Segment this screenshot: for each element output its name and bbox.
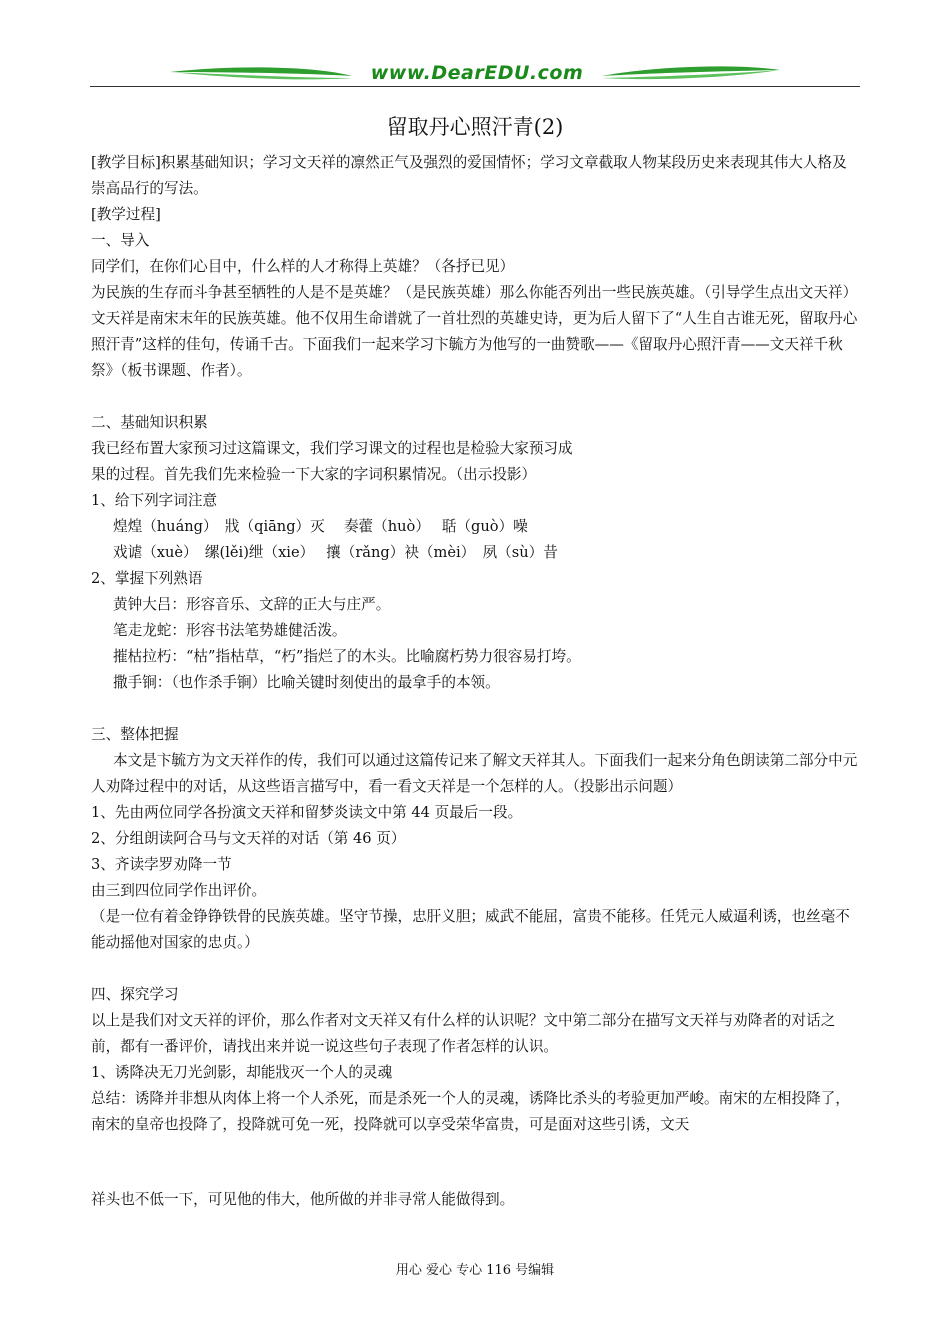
spacer [91, 1138, 861, 1187]
spacer [91, 956, 861, 982]
page-footer: 用心 爱心 专心 116 号编辑 [395, 1263, 555, 1278]
site-logo[interactable]: www.DearEDU.com [370, 62, 584, 84]
paragraph: 以上是我们对文天祥的评价，那么作者对文天祥又有什么样的认识呢？文中第二部分在描写文天祥与劝降者的对话之前，都有一番评价，请找出来并说一说这些句子表现了作者怎样的认识。 [91, 1012, 836, 1055]
section-heading-overview: 三、整体把握 [91, 726, 179, 743]
paragraph: 为民族的生存而斗争甚至牺牲的人是不是英雄？（是民族英雄）那么你能否列出一些民族英雄。（引导学生点出文天祥） [91, 284, 858, 301]
idiom-item: 撒手锏：（也作杀手锏）比喻关键时刻使出的最拿手的本领。 [113, 674, 500, 691]
spacer [91, 384, 861, 410]
vocab-line: 戏谑（xuè） 缧(lěi)绁（xie） 攘（rǎng）袂（mèi） 夙（sù）昔 [113, 544, 558, 561]
paragraph: 由三到四位同学作出评价。 [91, 882, 267, 899]
teaching-goal: [教学目标]积累基础知识；学习文天祥的凛然正气及强烈的爱国情怀；学习文章截取人物某段历史来表现其伟大人格及崇高品行的写法。 [91, 154, 847, 197]
idiom-item: 笔走龙蛇：形容书法笔势雄健活泼。 [113, 622, 347, 639]
paragraph: 同学们，在你们心目中，什么样的人才称得上英雄？（各抒已见） [91, 258, 515, 275]
site-header [90, 60, 860, 90]
teaching-process-heading: [教学过程] [91, 206, 161, 223]
paragraph: 总结：诱降并非想从肉体上将一个人杀死，而是杀死一个人的灵魂，诱降比杀头的考验更加严峻。南宋的左相投降了，南宋的皇帝也投降了，投降就可免一死，投降就可以享受荣华富贵，可是面对这些引诱，文天 [91, 1090, 850, 1133]
paragraph: 本文是卞毓方为文天祥作的传，我们可以通过这篇传记来了解文天祥其人。下面我们一起来分角色朗读第二部分中元人劝降过程中的对话，从这些语言描写中，看一看文天祥是一个怎样的人。（投影出示问题） [91, 752, 858, 795]
document-body [91, 150, 861, 1213]
list-heading: 2、掌握下列熟语 [91, 570, 203, 587]
paragraph: 祥头也不低一下，可见他的伟大，他所做的并非寻常人能做得到。 [91, 1191, 515, 1208]
idiom-item: 摧枯拉朽：“枯”指枯草，“朽”指烂了的木头。比喻腐朽势力很容易打垮。 [113, 648, 581, 665]
paragraph: 果的过程。首先我们先来检验一下大家的字词积累情况。（出示投影） [91, 466, 537, 483]
section-heading-basics: 二、基础知识积累 [91, 414, 208, 431]
paragraph: 我已经布置大家预习过这篇课文，我们学习课文的过程也是检验大家预习成 [91, 440, 573, 457]
section-heading-explore: 四、探究学习 [91, 986, 179, 1003]
section-heading-intro: 一、导入 [91, 232, 150, 249]
paragraph: 文天祥是南宋末年的民族英雄。他不仅用生命谱就了一首壮烈的英雄史诗，更为后人留下了“人生自古谁无死，留取丹心照汗青”这样的佳句，传诵千古。下面我们一起来学习卞毓方为他写的一曲赞歌——《留取丹心照汗青——文天祥千秋祭》（板书课题、作者）。 [91, 310, 858, 379]
list-item: 1、诱降决无刀光剑影，却能戕灭一个人的灵魂 [91, 1064, 393, 1081]
list-item: 3、齐读孛罗劝降一节 [91, 856, 232, 873]
idiom-item: 黄钟大吕：形容音乐、文辞的正大与庄严。 [113, 596, 391, 613]
page-title: 留取丹心照汗青(2) [386, 115, 564, 139]
vocab-line: 煌煌（huáng） 戕（qiāng）灭 奏藿（huò） 聒（guò）噪 [113, 518, 528, 535]
list-heading: 1、给下列字词注意 [91, 492, 218, 509]
list-item: 2、分组朗读阿合马与文天祥的对话（第 46 页） [91, 830, 406, 847]
list-item: 1、先由两位同学各扮演文天祥和留梦炎读文中第 44 页最后一段。 [91, 804, 523, 821]
spacer [91, 696, 861, 722]
paragraph: （是一位有着金铮铮铁骨的民族英雄。坚守节操，忠肝义胆；威武不能屈，富贵不能移。任凭元人威逼利诱，也丝毫不能动摇他对国家的忠贞。） [91, 908, 850, 951]
header-divider [90, 86, 860, 87]
